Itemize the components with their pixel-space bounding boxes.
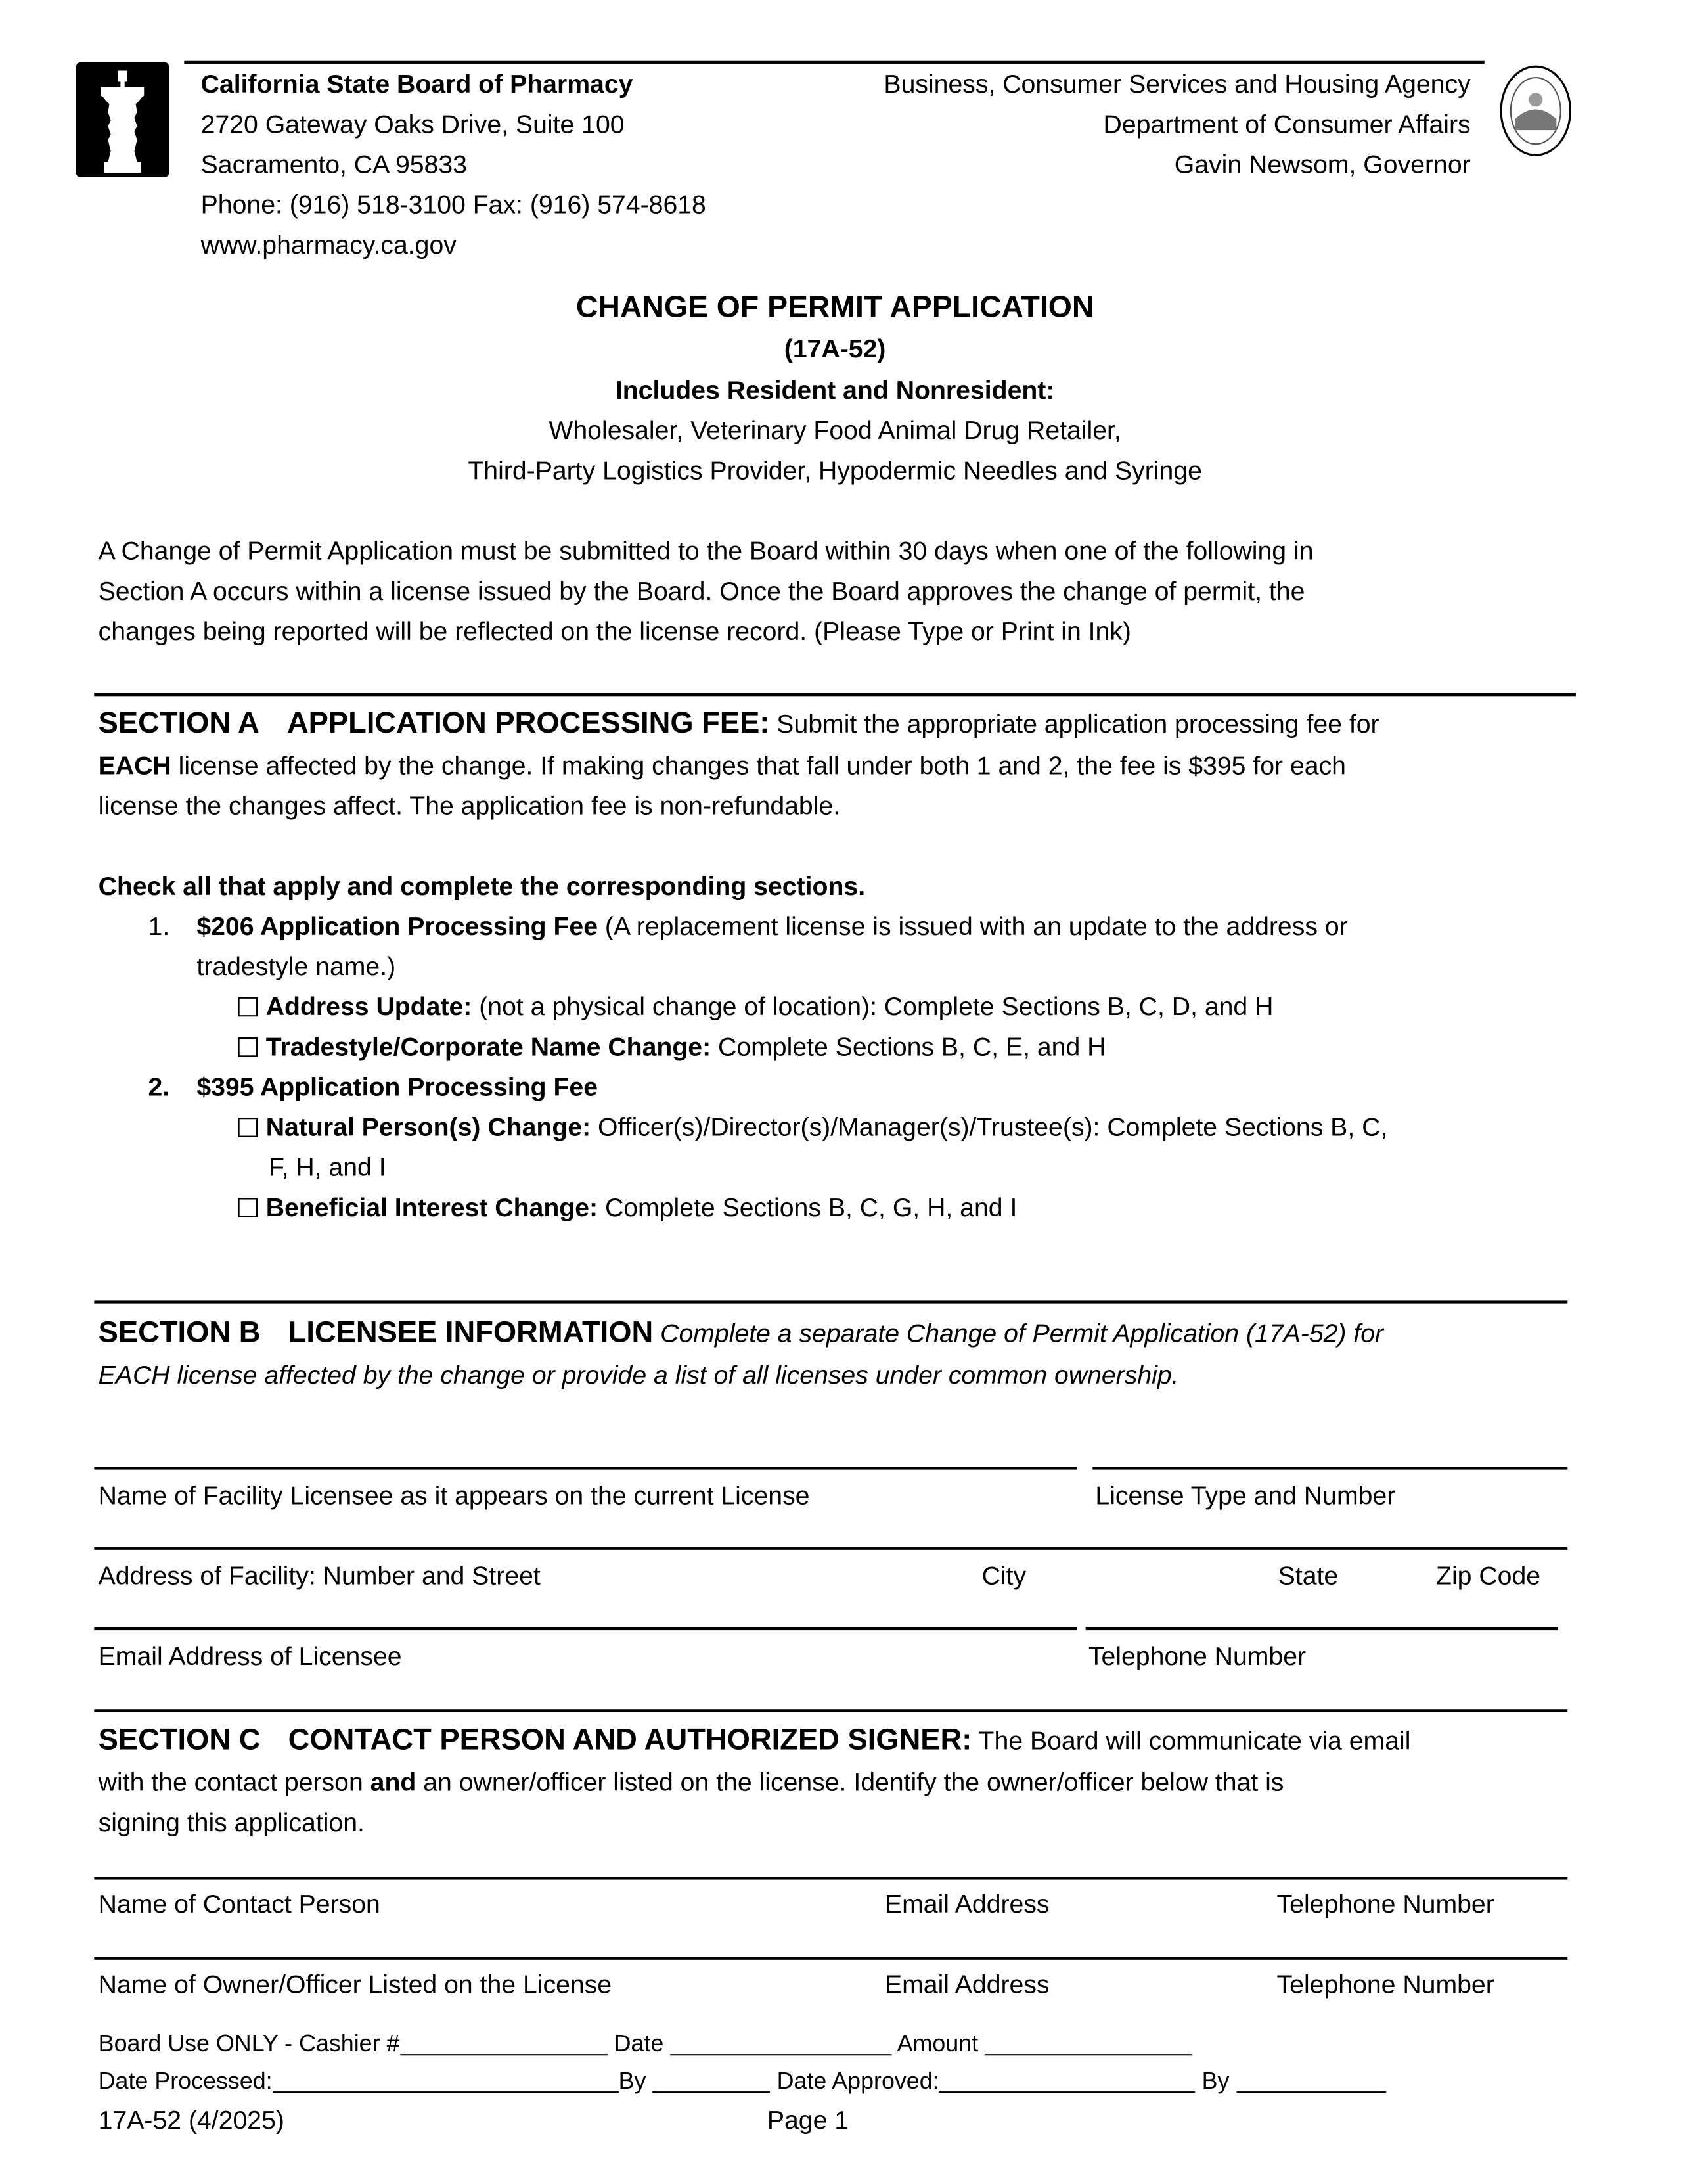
and-emphasis: and [370, 1767, 416, 1797]
org-name: California State Board of Pharmacy [200, 69, 633, 99]
date-approved-label: Date Approved: [776, 2068, 939, 2095]
section-c-text: signing this application. [98, 1807, 365, 1837]
form-revision: 17A-52 (4/2025) [98, 2105, 284, 2135]
includes-heading: Includes Resident and Nonresident: [615, 375, 1055, 405]
item-1-desc: tradestyle name.) [196, 951, 396, 981]
date-approved-field[interactable] [939, 2066, 1196, 2093]
address-update-checkbox[interactable] [238, 997, 258, 1017]
department-name: Department of Consumer Affairs [1103, 109, 1471, 139]
california-seal-icon [1498, 64, 1573, 158]
page-number: Page 1 [767, 2105, 849, 2135]
org-address-1: 2720 Gateway Oaks Drive, Suite 100 [200, 109, 625, 139]
date-label: Date [614, 2030, 664, 2057]
option-label: Beneficial Interest Change: [265, 1192, 598, 1222]
section-a-text: Submit the appropriate application processing fee for [769, 709, 1379, 739]
intro-line: changes being reported will be reflected on the license record. (Please Type or Print in Ink) [98, 616, 1132, 646]
processed-by-field[interactable] [652, 2066, 770, 2093]
item-1-number: 1. [148, 911, 170, 941]
facility-name-label: Name of Facility Licensee as it appears on the current License [98, 1480, 810, 1510]
section-c-title: CONTACT PERSON AND AUTHORIZED SIGNER: [288, 1723, 972, 1756]
board-use-line-2 [99, 2061, 1385, 2101]
section-a-title: APPLICATION PROCESSING FEE: [286, 706, 770, 740]
owner-officer-input[interactable] [94, 1957, 1567, 1959]
by-label: By [618, 2068, 646, 2095]
section-b-note: Complete a separate Change of Permit Application (17A-52) for [653, 1318, 1384, 1348]
option-desc: Officer(s)/Director(s)/Manager(s)/Trustee(s): Complete Sections B, C, [591, 1112, 1388, 1141]
option-label: Tradestyle/Corporate Name Change: [265, 1032, 711, 1061]
license-type-number-input[interactable] [1092, 1467, 1567, 1468]
header-rule [184, 61, 1484, 63]
beneficial-interest-change-checkbox[interactable] [238, 1198, 258, 1217]
section-a-text [99, 745, 1346, 785]
natural-person-change-checkbox[interactable] [238, 1118, 258, 1137]
beneficial-interest-change-option[interactable] [238, 1187, 1018, 1227]
section-c-text [99, 1762, 1284, 1802]
option-desc: Complete Sections B, C, E, and H [711, 1032, 1106, 1061]
natural-person-change-option[interactable] [238, 1106, 1388, 1147]
agency-name: Business, Consumer Services and Housing Agency [884, 69, 1471, 99]
license-types-line-2: Third-Party Logistics Provider, Hypodermic Needles and Syringe [468, 455, 1202, 485]
facility-address-input[interactable] [94, 1547, 1567, 1549]
section-b-note: EACH license affected by the change or provide a list of all licenses under common ownership. [98, 1360, 1179, 1390]
option-desc: Complete Sections B, C, G, H, and I [598, 1192, 1018, 1222]
tradestyle-change-option[interactable] [238, 1026, 1106, 1066]
amount-field[interactable] [985, 2029, 1192, 2055]
license-types-line-1: Wholesaler, Veterinary Food Animal Drug Retailer, [549, 415, 1121, 445]
item-1-text [196, 906, 1347, 946]
date-processed-field[interactable] [273, 2066, 619, 2093]
address-update-option[interactable] [238, 986, 1274, 1026]
each-emphasis: EACH [98, 750, 171, 780]
section-a-label: SECTION A [98, 706, 259, 740]
section-b-label: SECTION B [98, 1315, 261, 1350]
licensee-email-input[interactable] [94, 1627, 1077, 1629]
state-label: State [1278, 1560, 1339, 1590]
org-address-2: Sacramento, CA 95833 [200, 149, 467, 179]
licensee-telephone-input[interactable] [1086, 1627, 1558, 1629]
section-c-text: with the contact person [98, 1767, 370, 1797]
intro-line: Section A occurs within a license issued by the Board. Once the Board approves the change of permit, the [98, 576, 1305, 606]
amount-label: Amount [897, 2030, 979, 2057]
cashier-field[interactable] [399, 2029, 607, 2055]
facility-name-input[interactable] [94, 1467, 1077, 1468]
owner-phone-label: Telephone Number [1276, 1969, 1494, 1999]
owner-name-label: Name of Owner/Officer Listed on the License [98, 1969, 612, 1999]
address-label: Address of Facility: Number and Street [98, 1560, 541, 1590]
date-field[interactable] [670, 2029, 891, 2055]
owner-email-label: Email Address [885, 1969, 1050, 1999]
email-label: Email Address of Licensee [98, 1641, 402, 1671]
section-c-text: The Board will communicate via email [972, 1725, 1411, 1755]
item-2-number: 2. [148, 1072, 170, 1101]
check-all-instruction: Check all that apply and complete the corresponding sections. [98, 871, 866, 901]
zip-label: Zip Code [1435, 1560, 1541, 1590]
contact-email-label: Email Address [885, 1889, 1050, 1919]
item-1-desc: (A replacement license is issued with an update to the address or [597, 911, 1348, 941]
option-label: Address Update: [265, 991, 472, 1021]
contact-phone-label: Telephone Number [1276, 1889, 1494, 1919]
section-c-text: an owner/officer listed on the license. Identify the owner/officer below that is [416, 1767, 1284, 1797]
governor-name: Gavin Newsom, Governor [1174, 149, 1471, 179]
section-c-heading [99, 1720, 1411, 1760]
tradestyle-change-checkbox[interactable] [238, 1037, 258, 1057]
section-b-title: LICENSEE INFORMATION [288, 1315, 654, 1350]
section-a-heading [99, 704, 1379, 744]
fee-395-label: $395 Application Processing Fee [196, 1072, 598, 1101]
org-website[interactable]: www.pharmacy.ca.gov [200, 229, 457, 260]
cashier-label: Board Use ONLY - Cashier # [98, 2030, 400, 2057]
fee-206-label: $206 Application Processing Fee [196, 911, 598, 941]
section-divider [94, 1300, 1567, 1303]
option-desc: (not a physical change of location): Complete Sections B, C, D, and H [472, 991, 1274, 1021]
section-b-heading [99, 1313, 1383, 1353]
form-code: (17A-52) [784, 334, 886, 363]
section-a-text: license the changes affect. The application fee is non-refundable. [98, 790, 841, 820]
option-desc: F, H, and I [268, 1152, 386, 1182]
board-use-line-1 [99, 2024, 1193, 2064]
pharmacy-logo-icon [76, 62, 169, 177]
org-phone: Phone: (916) 518-3100 Fax: (916) 574-8618 [200, 189, 706, 219]
form-title: CHANGE OF PERMIT APPLICATION [575, 289, 1094, 325]
section-divider [94, 1709, 1567, 1712]
city-label: City [981, 1560, 1027, 1590]
approved-by-field[interactable] [1236, 2066, 1385, 2093]
date-processed-label: Date Processed: [98, 2068, 273, 2095]
intro-line: A Change of Permit Application must be submitted to the Board within 30 days when one of the following in [98, 535, 1314, 566]
section-divider [94, 693, 1576, 696]
by-label: By [1201, 2068, 1230, 2095]
section-c-label: SECTION C [98, 1723, 261, 1756]
license-type-label: License Type and Number [1095, 1480, 1396, 1510]
option-label: Natural Person(s) Change: [265, 1112, 591, 1141]
section-a-text: license affected by the change. If making changes that fall under both 1 and 2, the fee is $395 for each [171, 750, 1346, 780]
contact-person-input[interactable] [94, 1877, 1567, 1878]
contact-name-label: Name of Contact Person [98, 1889, 380, 1919]
telephone-label: Telephone Number [1088, 1641, 1307, 1671]
